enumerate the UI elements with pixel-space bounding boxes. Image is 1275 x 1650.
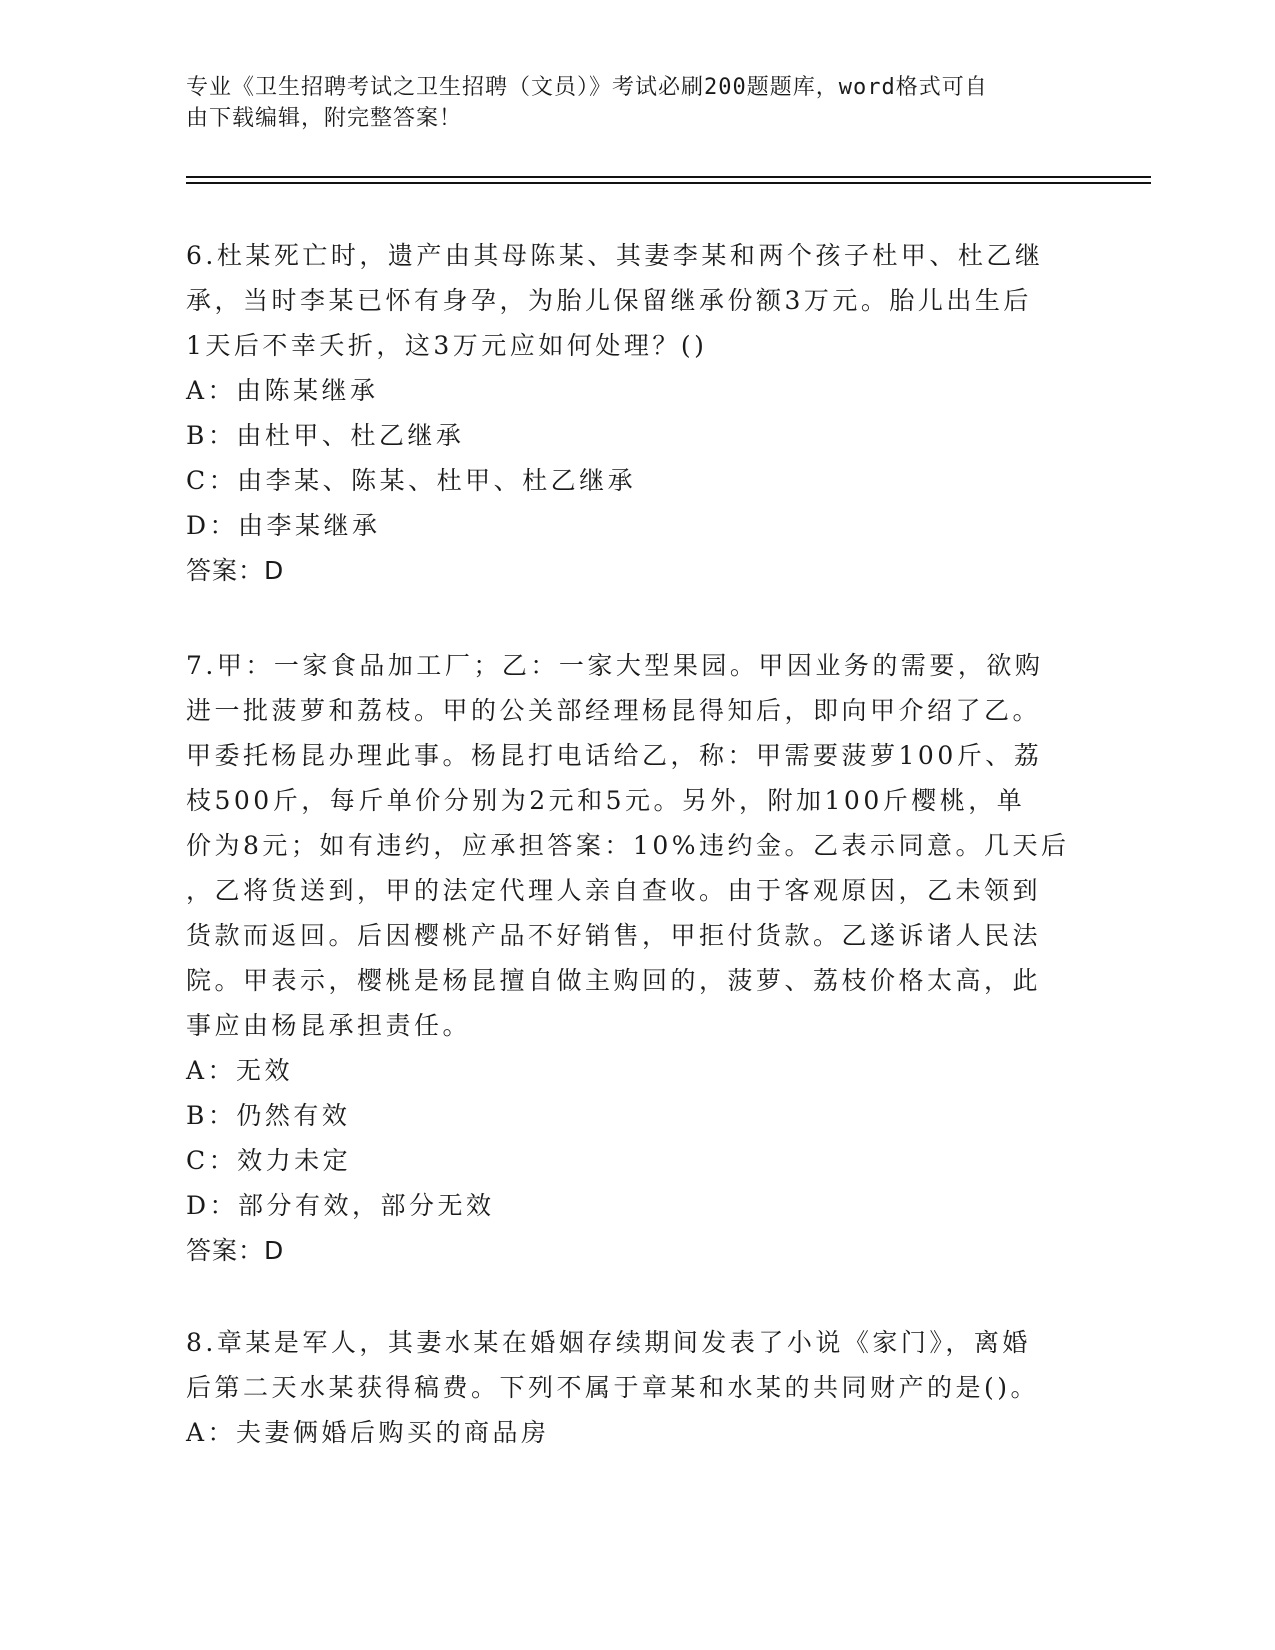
option-a: A：夫妻俩婚后购买的商品房 [186, 1418, 550, 1447]
option-d: D：由李某继承 [186, 511, 381, 540]
document-header [186, 72, 1066, 134]
option-b: B：仍然有效 [186, 1101, 351, 1130]
question-text-line: 枝500斤，每斤单价分别为2元和5元。另外，附加100斤樱桃，单 [186, 786, 1026, 815]
answer-label: 答案：D [186, 556, 285, 585]
option-a: A：无效 [186, 1056, 294, 1085]
header-rule-top [186, 176, 1151, 178]
question-6 [186, 233, 1066, 593]
question-text-line: 院。甲表示，樱桃是杨昆擅自做主购回的，菠萝、荔枝价格太高，此 [186, 966, 1042, 995]
header-rule-bottom [186, 182, 1151, 184]
option-c: C：效力未定 [186, 1146, 352, 1175]
question-text-line: 货款而返回。后因樱桃产品不好销售，甲拒付货款。乙遂诉诸人民法 [186, 921, 1042, 950]
header-line-1: 专业《卫生招聘考试之卫生招聘（文员）》考试必刷200题题库，word格式可自 [186, 75, 988, 100]
question-text-line: 甲委托杨昆办理此事。杨昆打电话给乙，称：甲需要菠萝100斤、荔 [186, 741, 1043, 770]
question-text-line: 价为8元；如有违约，应承担答案：10%违约金。乙表示同意。几天后 [186, 831, 1070, 860]
answer-label: 答案：D [186, 1236, 285, 1265]
option-a: A：由陈某继承 [186, 376, 379, 405]
question-text-line: 进一批菠萝和荔枝。甲的公关部经理杨昆得知后，即向甲介绍了乙。 [186, 696, 1042, 725]
question-text-line: ，乙将货送到，甲的法定代理人亲自查收。由于客观原因，乙未领到 [186, 876, 1042, 905]
question-text-line: 6.杜某死亡时，遗产由其母陈某、其妻李某和两个孩子杜甲、杜乙继 [186, 241, 1044, 270]
question-8 [186, 1320, 1066, 1455]
question-text-line: 后第二天水某获得稿费。下列不属于章某和水某的共同财产的是()。 [186, 1373, 1040, 1402]
question-7 [186, 643, 1070, 1273]
question-text-line: 承，当时李某已怀有身孕，为胎儿保留继承份额3万元。胎儿出生后 [186, 286, 1032, 315]
question-text-line: 8.章某是军人，其妻水某在婚姻存续期间发表了小说《家门》，离婚 [186, 1328, 1031, 1357]
question-text-line: 7.甲：一家食品加工厂；乙：一家大型果园。甲因业务的需要，欲购 [186, 651, 1044, 680]
option-d: D：部分有效，部分无效 [186, 1191, 495, 1220]
option-b: B：由杜甲、杜乙继承 [186, 421, 465, 450]
option-c: C：由李某、陈某、杜甲、杜乙继承 [186, 466, 637, 495]
question-text-line: 1天后不幸夭折，这3万元应如何处理？() [186, 331, 708, 360]
question-text-line: 事应由杨昆承担责任。 [186, 1011, 472, 1040]
header-line-2: 由下载编辑，附完整答案！ [186, 106, 463, 131]
